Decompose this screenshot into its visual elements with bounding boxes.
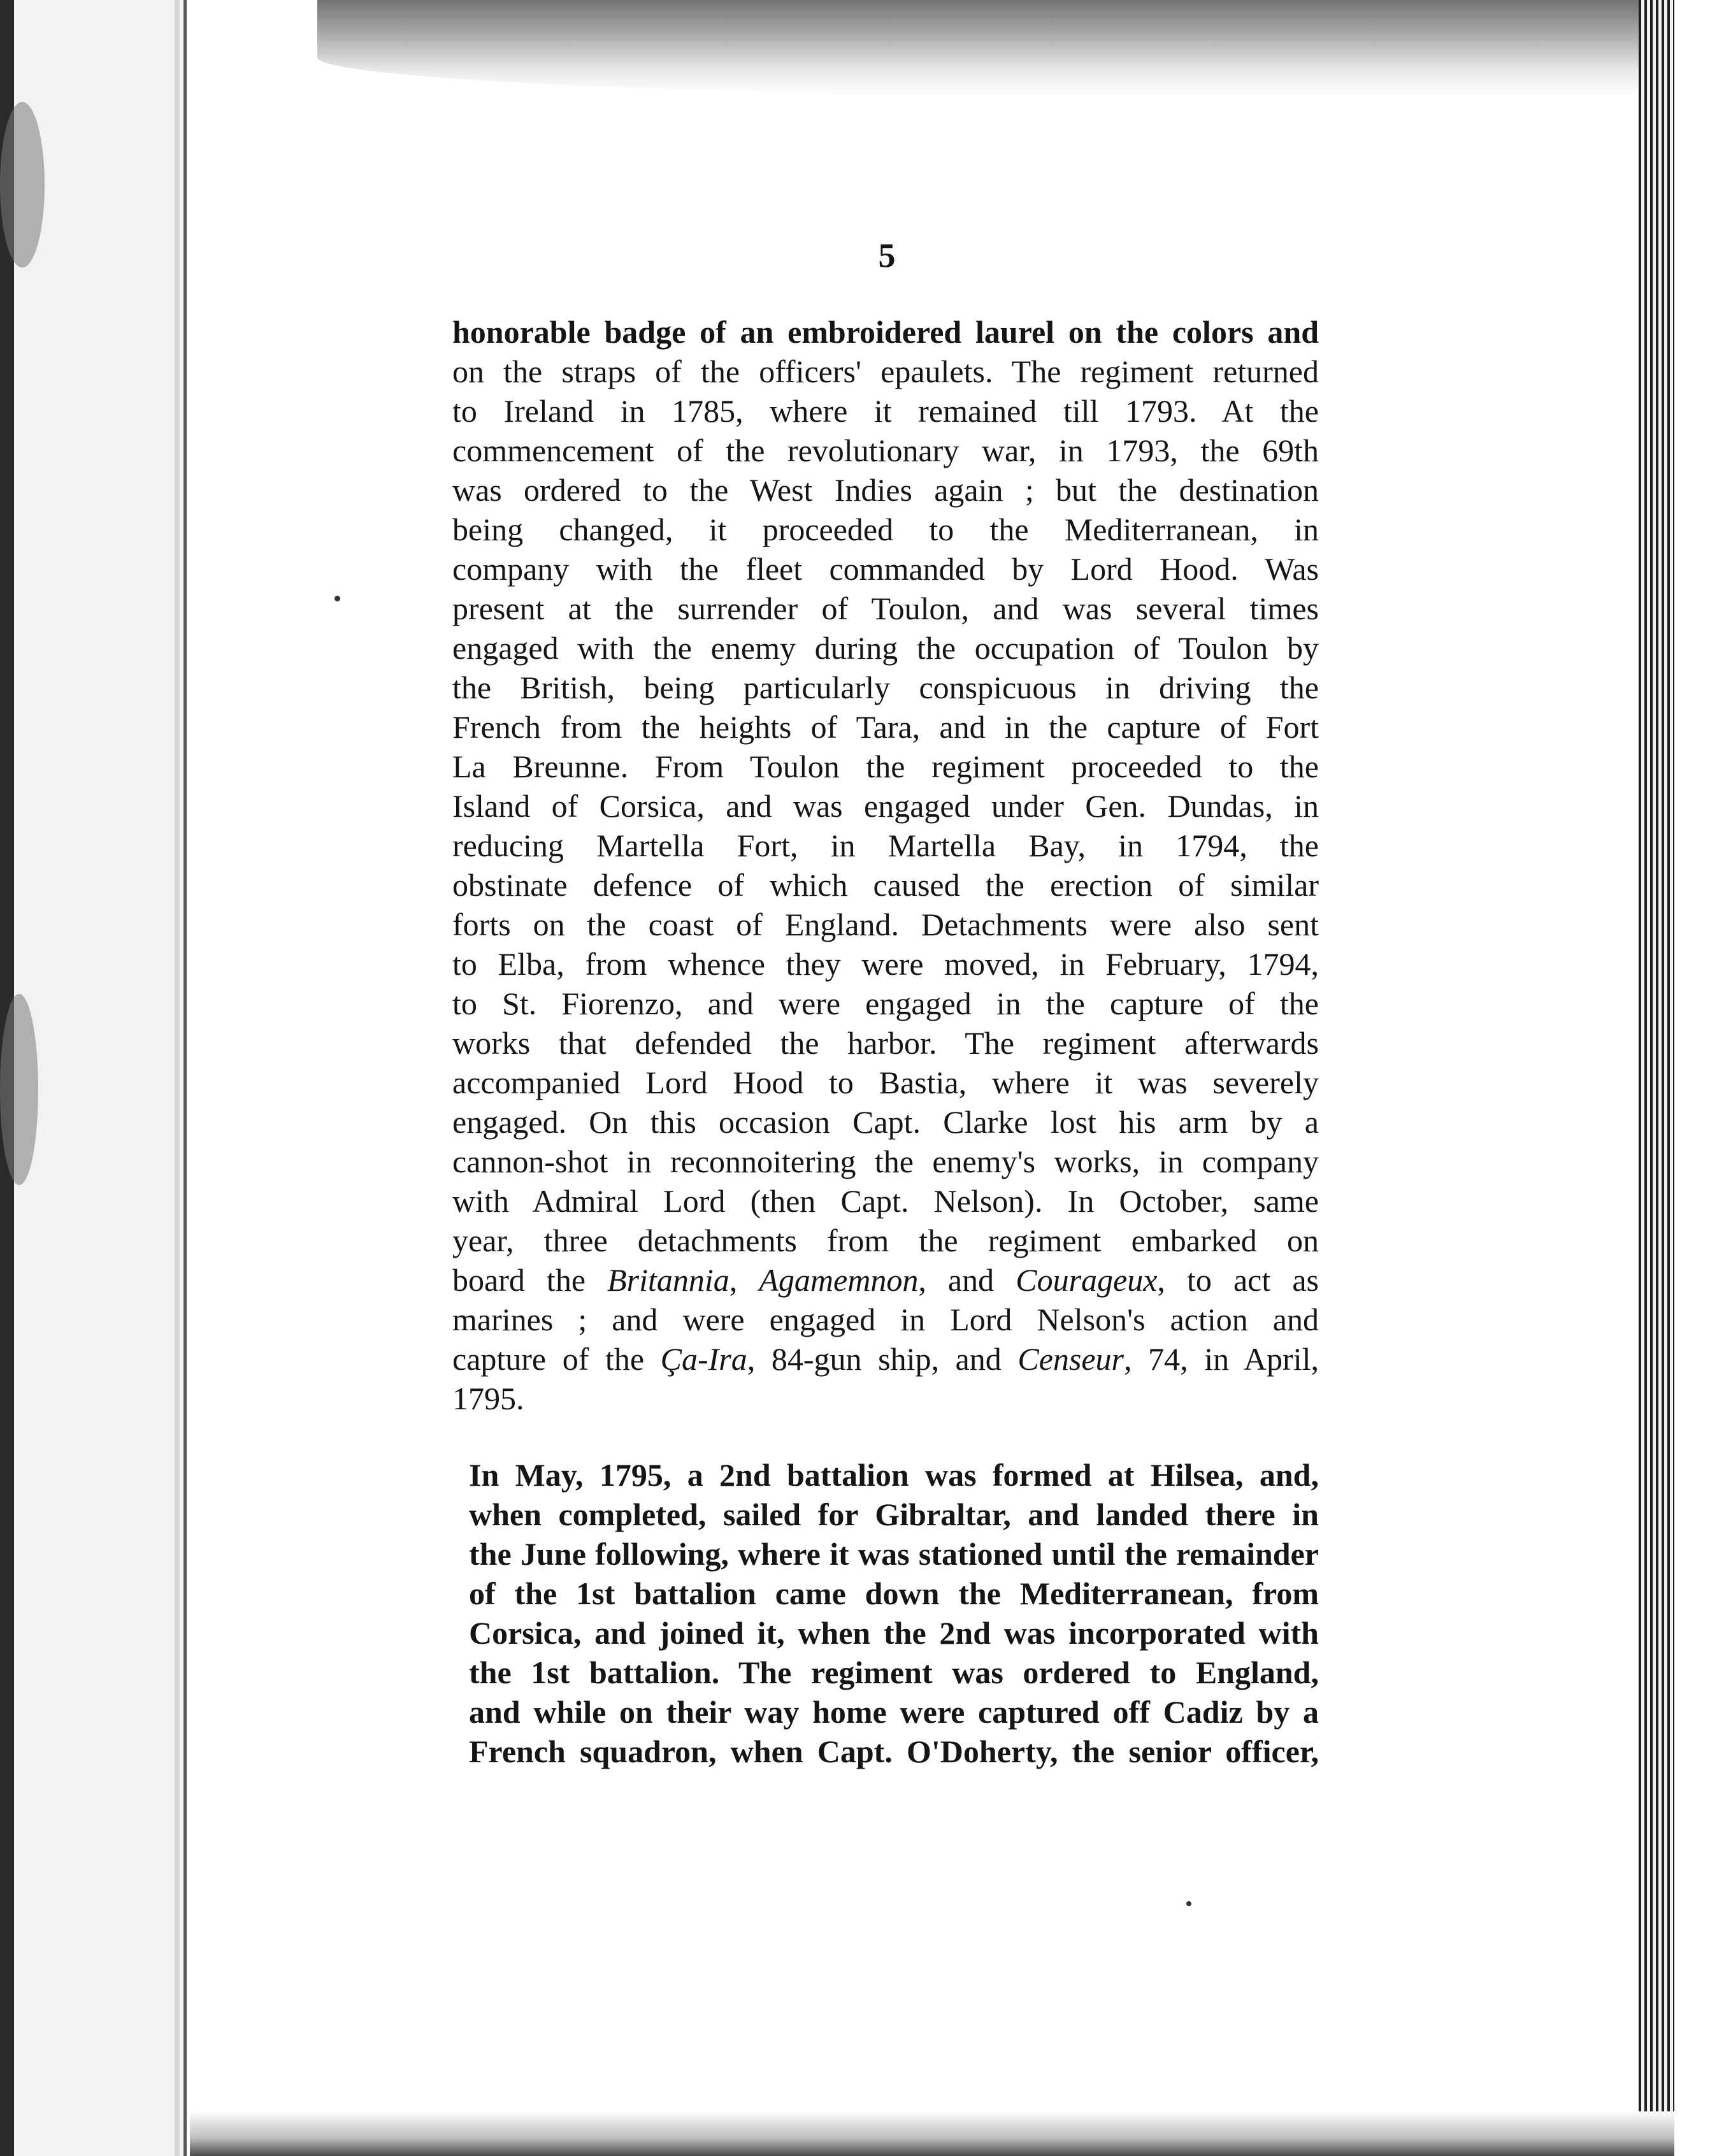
text-line: engaged with the enemy during the occupation of Toulon by [452, 630, 1319, 666]
ship-name: Courageux [1016, 1262, 1158, 1298]
scan-speck [334, 596, 340, 601]
text-line: and while on their way home were captured off Cadiz by a [469, 1694, 1319, 1730]
text-fragment: , 84-gun ship, and [747, 1341, 1018, 1377]
text-line: Island of Corsica, and was engaged under Gen. Dundas, in [452, 788, 1319, 824]
text-line: of the 1st battalion came down the Mediterranean, from [469, 1576, 1319, 1611]
ship-name: Britannia [607, 1262, 729, 1298]
text-line: forts on the coast of England. Detachments were also sent [452, 907, 1319, 942]
text-line: engaged. On this occasion Capt. Clarke lost his arm by a [452, 1104, 1319, 1140]
text-line: commencement of the revolutionary war, in 1793, the 69th [452, 433, 1319, 468]
text-line: La Breunne. From Toulon the regiment proceeded to the [452, 749, 1319, 784]
text-line: 1795. [452, 1381, 524, 1416]
text-line: accompanied Lord Hood to Bastia, where it was severely [452, 1065, 1319, 1100]
text-line: cannon-shot in reconnoitering the enemy's works, in company [452, 1144, 1319, 1179]
text-line: marines ; and were engaged in Lord Nelson's action and [452, 1302, 1319, 1337]
scan-smudge [0, 994, 38, 1185]
text-fragment: , and [918, 1262, 1016, 1298]
text-line: to St. Fiorenzo, and were engaged in the capture of the [452, 986, 1319, 1021]
ship-name: Agamemnon [759, 1262, 919, 1298]
text-line: present at the surrender of Toulon, and was several times [452, 591, 1319, 626]
page-right-edge [1639, 0, 1674, 2156]
text-line: reducing Martella Fort, in Martella Bay, in 1794, the [452, 828, 1319, 863]
ship-name: Censeur [1017, 1341, 1124, 1377]
ship-name: Ça-Ira [660, 1341, 747, 1377]
text-line: the 1st battalion. The regiment was ordered to England, [469, 1655, 1319, 1690]
text-fragment: , 74, in April, [1124, 1341, 1319, 1377]
text-line: French squadron, when Capt. O'Doherty, the senior officer, [469, 1734, 1319, 1769]
page-bottom-edge [190, 2111, 1674, 2156]
text-line: the British, being particularly conspicuous in driving the [452, 670, 1319, 705]
text-fragment: board the [452, 1262, 608, 1298]
text-line-ships [452, 1339, 1319, 1379]
text-line: In May, 1795, a 2nd battalion was formed at Hilsea, and, [469, 1457, 1319, 1493]
page-gutter-shadow [183, 0, 187, 2156]
text-line: French from the heights of Tara, and in the capture of Fort [452, 709, 1319, 745]
page-number: 5 [878, 236, 896, 275]
text-line: works that defended the harbor. The regiment afterwards [452, 1025, 1319, 1061]
text-line: being changed, it proceeded to the Mediterranean, in [452, 512, 1319, 547]
text-line: on the straps of the officers' epaulets. The regiment returned [452, 354, 1319, 389]
paragraph-2 [452, 1455, 1319, 1771]
paragraph-1 [452, 312, 1319, 1418]
text-line: was ordered to the West Indies again ; but the destination [452, 472, 1319, 508]
text-line: Corsica, and joined it, when the 2nd was incorporated with [469, 1615, 1319, 1651]
text-line: company with the fleet commanded by Lord Hood. Was [452, 551, 1319, 587]
text-line-ships [452, 1260, 1319, 1300]
text-line: year, three detachments from the regiment embarked on [452, 1223, 1319, 1258]
text-line: when completed, sailed for Gibraltar, and landed there in [469, 1497, 1319, 1532]
page-body [452, 312, 1319, 1771]
text-line: the June following, where it was stationed until the remainder [469, 1536, 1319, 1572]
text-fragment: capture of the [452, 1341, 661, 1377]
text-line: to Ireland in 1785, where it remained till 1793. At the [452, 393, 1319, 429]
text-fragment: , to act as [1157, 1262, 1319, 1298]
text-line: honorable badge of an embroidered laurel on the colors and [452, 314, 1319, 350]
text-fragment: , [729, 1262, 759, 1298]
text-line: to Elba, from whence they were moved, in February, 1794, [452, 946, 1319, 982]
text-line: obstinate defence of which caused the erection of similar [452, 867, 1319, 903]
page-top-shadow [317, 0, 1674, 96]
text-line: with Admiral Lord (then Capt. Nelson). In October, same [452, 1183, 1319, 1219]
scan-speck [1186, 1901, 1191, 1906]
page-gutter [175, 0, 180, 2156]
